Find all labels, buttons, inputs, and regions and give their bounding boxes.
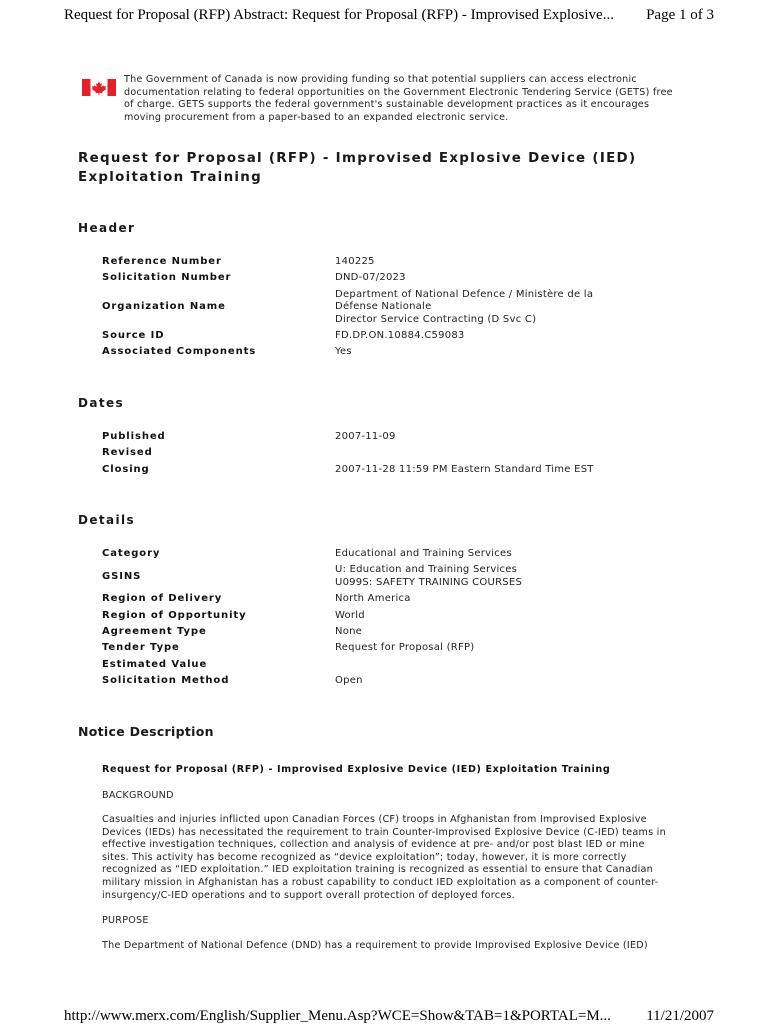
page-number: Page 1 of 3 xyxy=(646,6,714,23)
field-value xyxy=(335,610,695,622)
field-value xyxy=(335,346,695,358)
field-row xyxy=(102,289,702,326)
background-label: BACKGROUND xyxy=(102,790,174,801)
field-row xyxy=(102,675,702,687)
field-row xyxy=(102,272,702,284)
field-row xyxy=(102,593,702,605)
field-value-line xyxy=(335,447,695,459)
gets-notice: The Government of Canada is now providing funding so that potential suppliers can access electronic documentation relating to federal opportunities on the Government Electronic Tendering Service (GETS) free of charge. GETS supports the federal government's sustainable development practices as it encourages moving procurement from a paper-based to an expanded electronic service. xyxy=(124,74,673,123)
section-heading-header: Header xyxy=(78,221,136,235)
field-value-line xyxy=(335,659,695,671)
field-value xyxy=(335,447,695,459)
details-fields xyxy=(102,548,702,692)
field-label: Agreement Type xyxy=(102,626,207,638)
field-label: Estimated Value xyxy=(102,658,208,670)
field-value-line: Educational and Training Services xyxy=(335,548,512,559)
field-value xyxy=(335,272,695,284)
page-url: http://www.merx.com/English/Supplier_Menu.Asp?WCE=Show&TAB=1&PORTAL=M... xyxy=(64,1007,611,1024)
field-label: Region of Delivery xyxy=(102,593,223,605)
field-label: Organization Name xyxy=(102,301,226,313)
field-label: Category xyxy=(102,548,161,559)
field-value-line: Department of National Defence / Ministère de la xyxy=(335,288,594,300)
field-value-line: Open xyxy=(335,675,363,687)
field-value xyxy=(335,464,695,476)
field-value-line: World xyxy=(335,609,365,621)
field-label: Source ID xyxy=(102,330,165,342)
notice-subtitle: Request for Proposal (RFP) - Improvised Explosive Device (IED) Exploitation Training xyxy=(102,764,611,775)
field-value-line: Défense Nationale xyxy=(335,301,432,313)
field-label: Region of Opportunity xyxy=(102,609,247,621)
field-value xyxy=(335,593,695,605)
section-heading-notice-description: Notice Description xyxy=(78,724,214,739)
field-value-line: U: Education and Training Services xyxy=(335,564,518,576)
field-value xyxy=(335,659,695,671)
field-row xyxy=(102,610,702,622)
field-value xyxy=(335,675,695,687)
field-value-line: Director Service Contracting (D Svc C) xyxy=(335,313,537,325)
field-label: Revised xyxy=(102,447,153,459)
field-value-line: 140225 xyxy=(335,256,375,267)
field-value xyxy=(335,330,695,342)
field-value xyxy=(335,626,695,638)
field-label: GSINS xyxy=(102,570,142,582)
field-value-line: Request for Proposal (RFP) xyxy=(335,642,475,654)
print-header xyxy=(64,0,714,30)
field-row xyxy=(102,256,702,268)
section-heading-dates: Dates xyxy=(78,396,125,410)
field-label: Reference Number xyxy=(102,256,222,267)
field-value-line: U099S: SAFETY TRAINING COURSES xyxy=(335,576,523,588)
field-row xyxy=(102,447,702,459)
field-value xyxy=(335,256,695,268)
field-row xyxy=(102,548,702,560)
field-value xyxy=(335,642,695,654)
document-title: Request for Proposal (RFP) - Improvised Explosive Device (IED) Exploitation Training xyxy=(78,151,637,185)
canada-flag-icon xyxy=(82,79,116,96)
print-footer xyxy=(64,1004,714,1028)
field-value xyxy=(335,431,695,443)
field-row xyxy=(102,659,702,671)
purpose-label: PURPOSE xyxy=(102,915,149,926)
section-heading-details: Details xyxy=(78,513,136,527)
field-value-line: None xyxy=(335,626,363,638)
background-paragraph: Casualties and injuries inflicted upon Canadian Forces (CF) troops in Afghanistan from Improvised Explosive Devices (IEDs) has necessitated the requirement to train Counter-Improvised Explosive Device (C-IED) teams in effective investigation techniques, collection and analysis of evidence at pre- and/or post blast IED or mine sites. This activity has become recognized as “device exploitation”; today, however, it is more correctly recognized as “IED exploitation.” IED exploitation training is recognized as essential to ensure that Canadian military mission in Afghanistan has a robust capability to conduct IED exploitation as a component of counter-insurgency/C-IED operations and to support overall protection of deployed forces. xyxy=(102,814,666,901)
field-value xyxy=(335,548,695,560)
field-row xyxy=(102,431,702,443)
print-header-title: Request for Proposal (RFP) Abstract: Request for Proposal (RFP) - Improvised Explosive... xyxy=(64,6,614,23)
field-value-line: North America xyxy=(335,593,411,605)
field-row xyxy=(102,330,702,342)
field-row xyxy=(102,626,702,638)
purpose-paragraph: The Department of National Defence (DND) has a requirement to provide Improvised Explosive Device (IED) xyxy=(102,940,648,951)
field-value-line: Yes xyxy=(335,346,352,358)
field-row xyxy=(102,464,702,476)
field-label: Published xyxy=(102,431,166,442)
field-value-line: DND-07/2023 xyxy=(335,272,406,284)
field-label: Solicitation Number xyxy=(102,272,232,284)
field-value-line: 2007-11-09 xyxy=(335,431,396,442)
field-label: Closing xyxy=(102,463,150,475)
print-date: 11/21/2007 xyxy=(646,1007,714,1024)
field-value-line: 2007-11-28 11:59 PM Eastern Standard Time EST xyxy=(335,463,594,475)
dates-fields xyxy=(102,431,702,480)
field-value xyxy=(335,289,695,326)
field-label: Solicitation Method xyxy=(102,675,230,687)
field-value-line: FD.DP.ON.10884.C59083 xyxy=(335,330,465,342)
field-label: Associated Components xyxy=(102,346,257,358)
field-row xyxy=(102,564,702,589)
field-label: Tender Type xyxy=(102,642,180,654)
field-row xyxy=(102,642,702,654)
field-row xyxy=(102,346,702,358)
header-fields xyxy=(102,256,702,363)
field-value xyxy=(335,564,695,589)
